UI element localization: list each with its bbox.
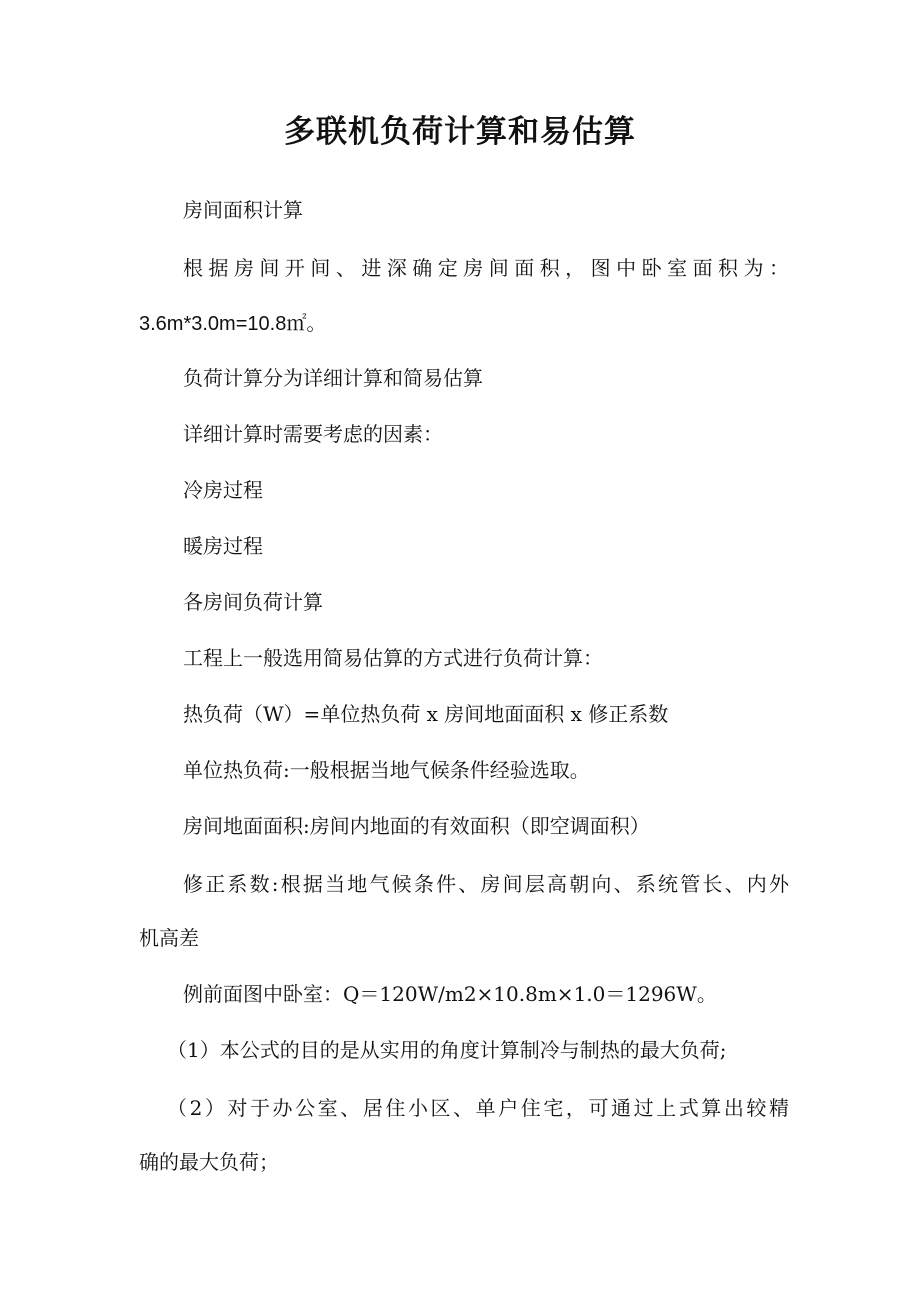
- paragraph-detail-factors: 详细计算时需要考虑的因素：: [183, 422, 443, 446]
- paragraph-note-2-cont: 确的最大负荷；: [139, 1150, 279, 1174]
- paragraph-heating-process: 暖房过程: [183, 534, 263, 558]
- paragraph-note-1: （1）本公式的目的是从实用的角度计算制冷与制热的最大负荷;: [167, 1038, 727, 1062]
- paragraph-note-2: （2）对于办公室、居住小区、单户住宅，可通过上式算出较精: [167, 1096, 789, 1120]
- paragraph-example-calc: 例前面图中卧室：Q＝120W/m2×10.8m×1.0＝1296W。: [183, 982, 717, 1006]
- paragraph-correction-factor-cont: 机高差: [139, 926, 199, 950]
- paragraph-load-calc-types: 负荷计算分为详细计算和简易估算: [183, 366, 483, 390]
- paragraph-room-load-calc: 各房间负荷计算: [183, 590, 323, 614]
- paragraph-simple-estimate: 工程上一般选用简易估算的方式进行负荷计算：: [183, 646, 603, 670]
- paragraph-room-area-heading: 房间面积计算: [183, 198, 303, 222]
- paragraph-correction-factor: 修正系数:根据当地气候条件、房间层高朝向、系统管长、内外: [183, 872, 789, 896]
- paragraph-room-area-formula: 3.6m*3.0m=10.8㎡。: [139, 313, 327, 335]
- paragraph-floor-area: 房间地面面积:房间内地面的有效面积（即空调面积）: [183, 814, 650, 838]
- document-title: 多联机负荷计算和易估算: [284, 114, 636, 150]
- paragraph-cooling-process: 冷房过程: [183, 478, 263, 502]
- paragraph-heat-load-formula: 热负荷（W）=单位热负荷 x 房间地面面积 x 修正系数: [183, 702, 669, 726]
- paragraph-room-area-desc: 根据房间开间、进深确定房间面积，图中卧室面积为：: [183, 256, 789, 280]
- paragraph-unit-heat-load: 单位热负荷:一般根据当地气候条件经验选取。: [183, 758, 590, 782]
